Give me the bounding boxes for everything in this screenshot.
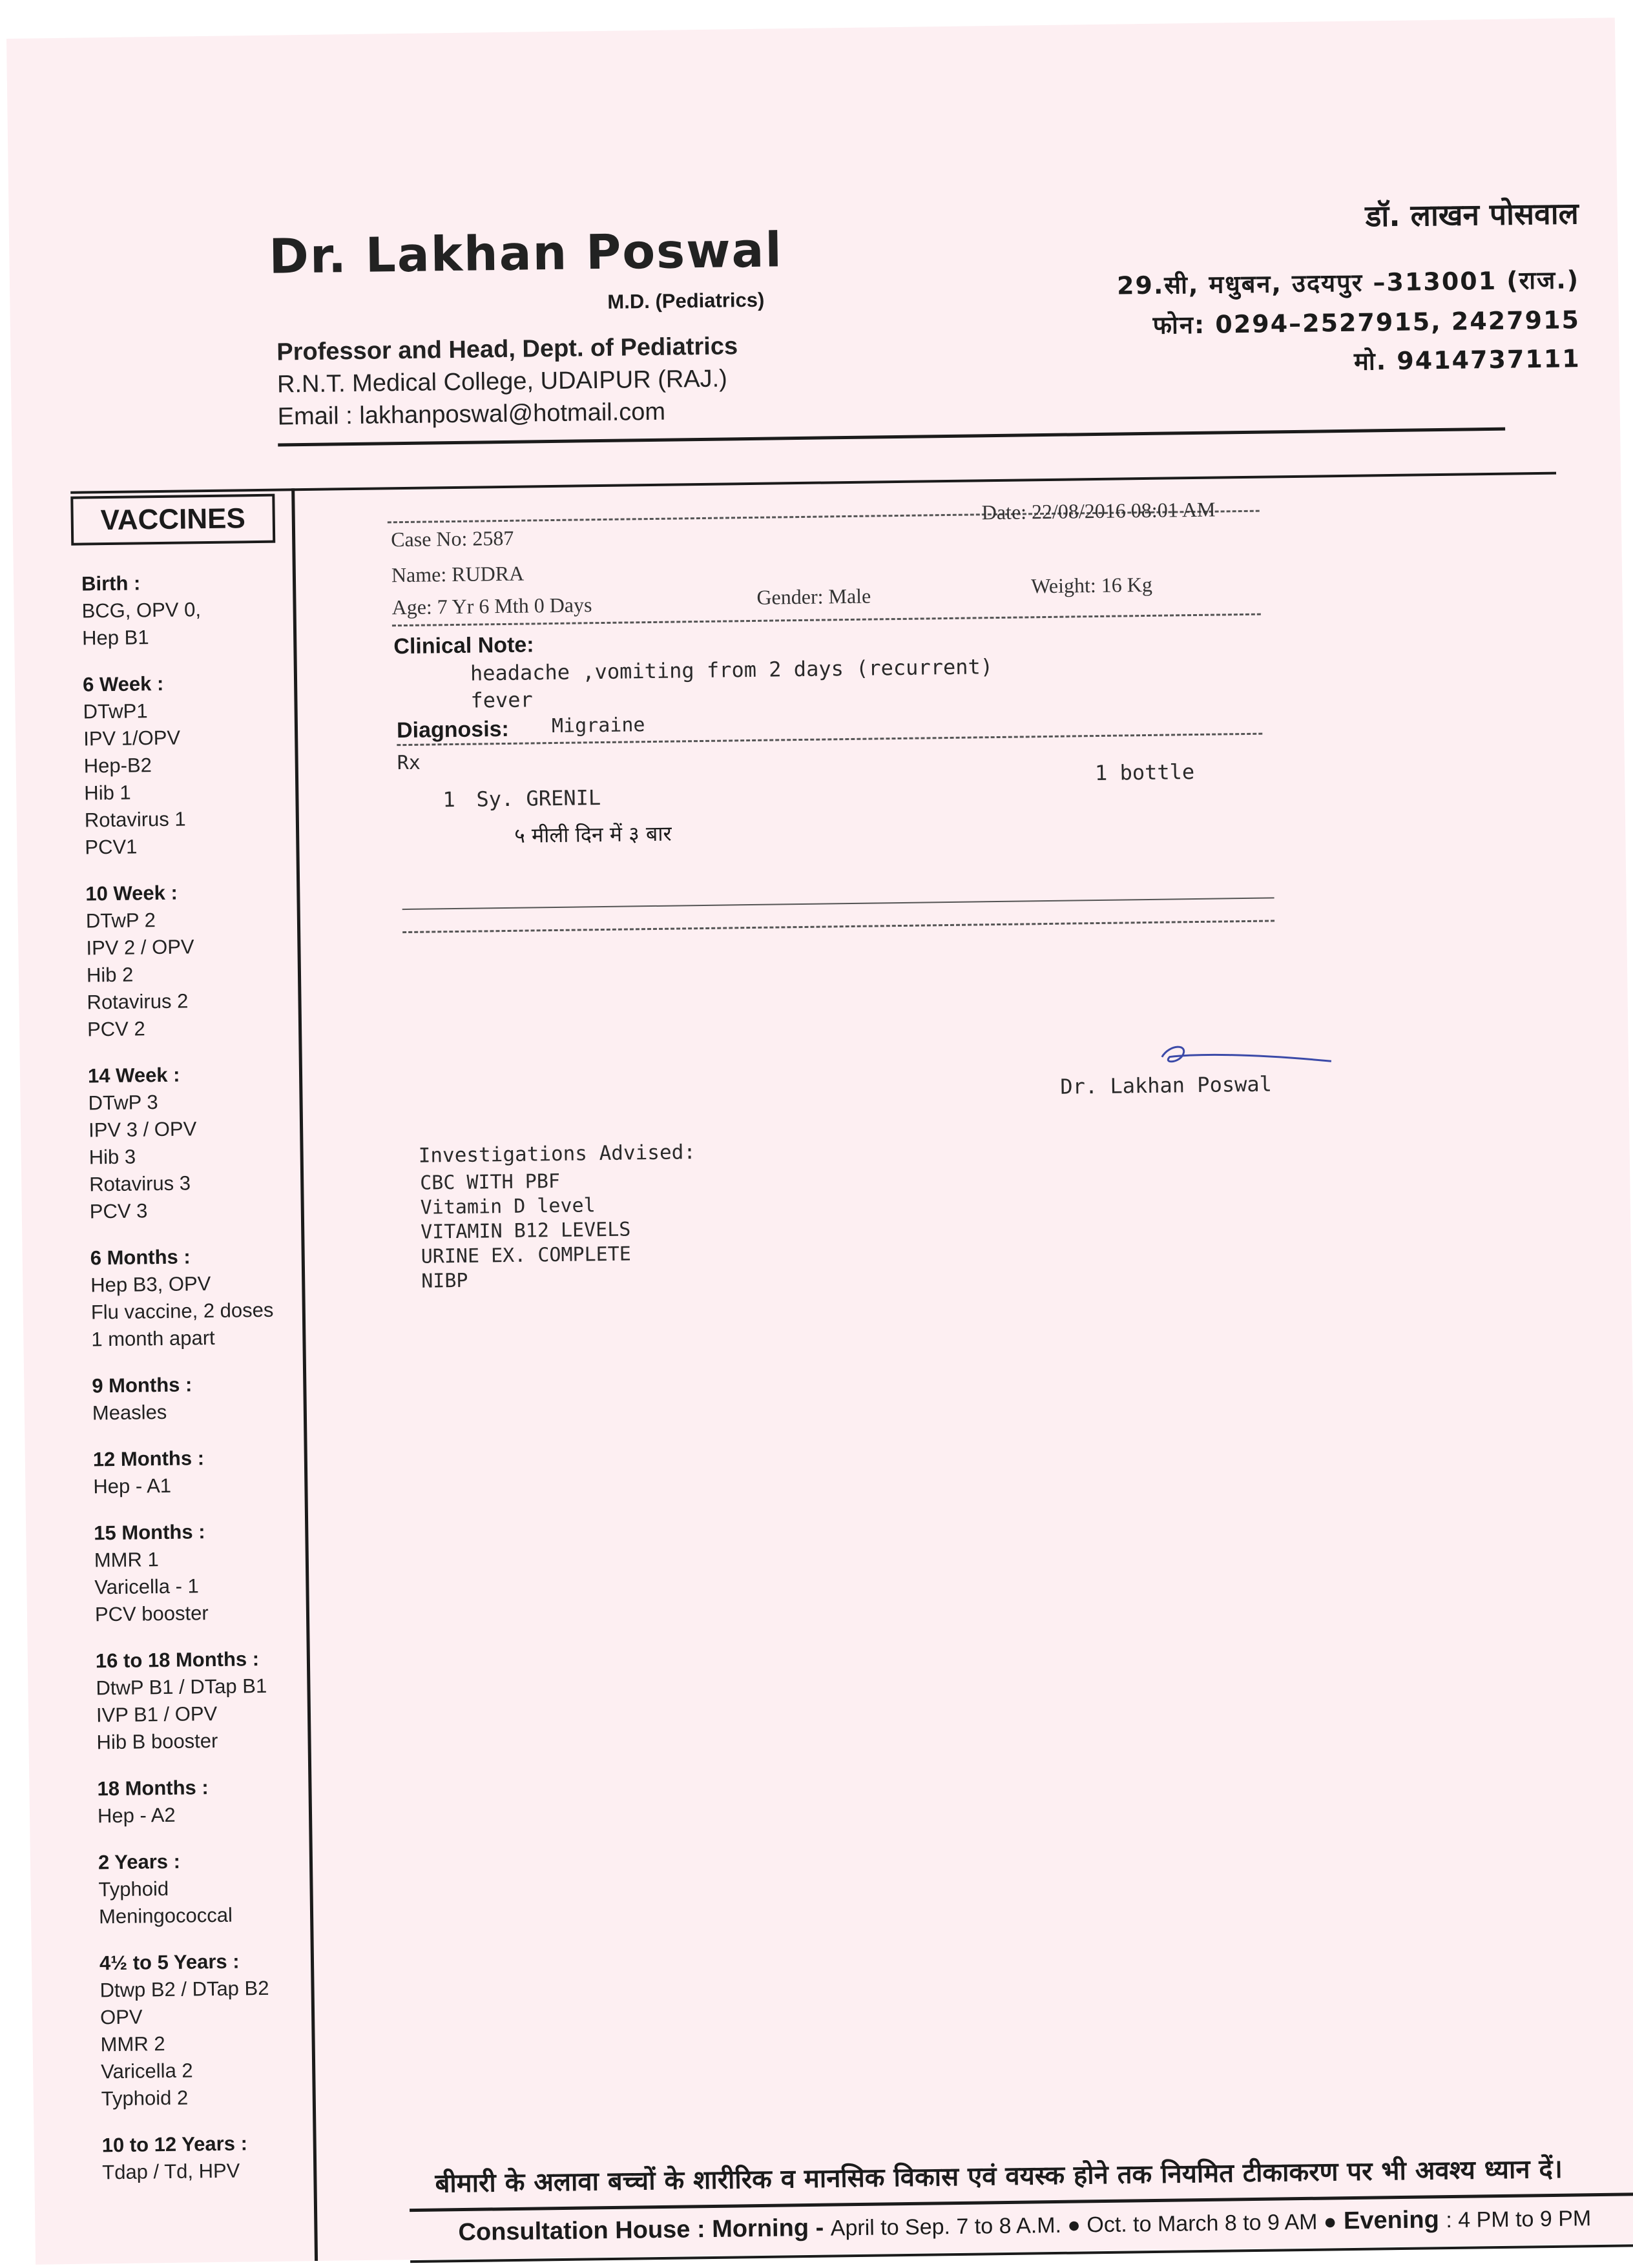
vaccine-item: Hib 3 (88, 1145, 136, 1169)
evening-time: : 4 PM to 9 PM (1446, 2206, 1592, 2233)
vaccine-item: Hib B booster (96, 1729, 218, 1754)
vaccine-group-heading: 6 Week : (82, 672, 164, 696)
vaccine-group (85, 878, 300, 1043)
investigation-item: Vitamin D level (420, 1194, 596, 1219)
signature-mark (1143, 1035, 1338, 1077)
signature-name: Dr. Lakhan Poswal (1060, 1071, 1273, 1099)
clinical-note-line-1: headache ,vomiting from 2 days (recurrent) (470, 654, 993, 686)
patient-age: Age: 7 Yr 6 Mth 0 Days (391, 593, 592, 619)
diagnosis-rule (397, 733, 1262, 747)
doctor-title: Professor and Head, Dept. of Pediatrics (276, 333, 738, 366)
header-divider (278, 428, 1505, 447)
vaccine-item: Rotavirus 3 (89, 1171, 191, 1196)
vaccine-item: Hep - A1 (93, 1474, 172, 1498)
mobile-hindi: मो. 9414737111 (1353, 344, 1581, 376)
vaccine-group (97, 1773, 311, 1830)
vaccine-item: Varicella - 1 (94, 1574, 199, 1599)
rx-item-number: 1 (442, 787, 455, 812)
vaccine-item: Hib 1 (84, 781, 131, 805)
vaccine-item: Meningococcal (98, 1903, 233, 1928)
vaccine-item: Typhoid 2 (101, 2086, 189, 2110)
vaccine-group (94, 1517, 308, 1628)
vaccine-schedule (81, 568, 316, 2205)
college-name: R.N.T. Medical College, UDAIPUR (RAJ.) (276, 365, 728, 398)
vaccine-item: IVP B1 / OPV (96, 1702, 218, 1727)
vaccine-item: PCV booster (94, 1602, 209, 1626)
rx-rule-1 (402, 897, 1274, 910)
vaccine-item: Flu vaccine, 2 doses (90, 1298, 274, 1324)
vaccine-item: Typhoid (98, 1877, 169, 1901)
investigation-item: NIBP (421, 1269, 468, 1293)
vaccine-item: PCV1 (85, 835, 138, 859)
vaccine-item: Rotavirus 1 (84, 807, 186, 832)
rx-rule-2 (402, 920, 1274, 933)
vaccine-group (88, 1060, 303, 1225)
vaccine-group (96, 1645, 310, 1756)
vaccine-item: DTwP1 (83, 699, 148, 723)
vaccine-group-heading: 4½ to 5 Years : (99, 1950, 240, 1975)
rx-drug-name: Sy. GRENIL (476, 785, 601, 812)
vaccine-group (98, 1846, 313, 1930)
clinical-note-label: Clinical Note: (393, 632, 534, 659)
footer-bottom-rule (410, 2244, 1633, 2263)
vaccine-group-heading: 14 Week : (87, 1063, 180, 1088)
vaccine-group-heading: 18 Months : (97, 1776, 209, 1800)
vaccine-group (83, 668, 298, 861)
vaccine-group (90, 1242, 304, 1353)
vaccine-item: DtwP B1 / DTap B1 (96, 1674, 267, 1700)
vaccine-item: IPV 1/OPV (83, 726, 181, 750)
vaccination-advice: बीमारी के अलावा बच्चों के शारीरिक व मानसिक विकास एवं वयस्क होने तक नियमित टीकाकरण पर भी अवश्य ध्यान दें। (435, 2154, 1563, 2199)
vaccine-group (92, 1370, 306, 1427)
vaccine-item: DTwP 2 (85, 909, 156, 933)
diagnosis-value: Migraine (551, 714, 645, 738)
investigation-item: CBC WITH PBF (420, 1170, 561, 1195)
investigations-list (420, 1169, 632, 1294)
vaccine-group (93, 1443, 307, 1500)
vaccine-group (99, 1947, 315, 2112)
evening-label: Evening (1343, 2206, 1440, 2235)
case-date: Date: 22/08/2016 08:01 AM (981, 497, 1216, 524)
vaccine-item: PCV 3 (89, 1199, 148, 1223)
vaccine-item: Hep-B2 (83, 754, 152, 778)
morning-label: Morning - (711, 2214, 824, 2243)
rx-quantity: 1 bottle (1094, 759, 1195, 786)
vaccine-group-heading: 15 Months : (94, 1520, 205, 1545)
vaccine-item: Tdap / Td, HPV (102, 2159, 240, 2184)
clinical-note-line-2: fever (470, 687, 534, 713)
doctor-degree: M.D. (Pediatrics) (607, 288, 765, 313)
vaccine-item: DTwP 3 (88, 1091, 158, 1115)
vaccine-group (81, 568, 296, 652)
vaccine-group-heading: 6 Months : (90, 1245, 191, 1270)
vaccine-item: Dtwp B2 / DTap B2 (99, 1976, 269, 2002)
vaccine-item: Measles (92, 1400, 167, 1425)
vaccine-item: MMR 2 (100, 2032, 165, 2056)
vaccine-item: Varicella 2 (100, 2059, 193, 2083)
consultation-hours (458, 2204, 1591, 2247)
prescription-sheet (6, 17, 1633, 2264)
patient-weight: Weight: 16 Kg (1030, 572, 1153, 598)
case-number: Case No: 2587 (390, 526, 514, 552)
address-hindi: 29.सी, मधुबन, उदयपुर –313001 (राज.) (1116, 265, 1580, 300)
consultation-label: Consultation House : (458, 2216, 705, 2247)
vaccine-item: IPV 2 / OPV (86, 935, 194, 960)
vaccine-item: Rotavirus 2 (87, 989, 189, 1014)
doctor-name-hindi: डॉ. लाखन पोसवाल (1365, 196, 1579, 234)
investigation-item: URINE EX. COMPLETE (421, 1242, 632, 1268)
phone-hindi: फोन: 0294–2527915, 2427915 (1152, 305, 1581, 340)
vaccine-item: Hib 2 (86, 963, 134, 987)
vaccine-item: 1 month apart (91, 1326, 215, 1351)
vaccine-group-heading: 10 to 12 Years : (101, 2132, 248, 2157)
diagnosis-label: Diagnosis: (396, 716, 510, 743)
patient-gender: Gender: Male (756, 584, 871, 609)
vaccine-item: Hep B3, OPV (90, 1272, 211, 1297)
vaccine-group-heading: Birth : (81, 572, 141, 595)
rx-label: Rx (397, 751, 421, 775)
vaccine-item: Hep B1 (81, 626, 149, 650)
vaccine-item: PCV 2 (87, 1017, 145, 1041)
investigation-item: VITAMIN B12 LEVELS (421, 1218, 631, 1244)
morning-time: April to Sep. 7 to 8 A.M. ● Oct. to March 8 to 9 AM ● (830, 2209, 1337, 2241)
vaccine-item: IPV 3 / OPV (88, 1117, 197, 1142)
vaccine-group-heading: 9 Months : (92, 1373, 192, 1397)
doctor-name: Dr. Lakhan Poswal (268, 222, 784, 285)
vaccine-group-heading: 16 to 18 Months : (95, 1647, 260, 1673)
vaccine-group-heading: 10 Week : (85, 881, 178, 905)
vaccine-group (101, 2129, 315, 2186)
vaccine-item: OPV (99, 2005, 143, 2029)
vaccine-item: Hep - A2 (97, 1803, 176, 1828)
vaccine-group-heading: 12 Months : (92, 1447, 205, 1471)
vaccine-group-heading: 2 Years : (98, 1850, 181, 1874)
doctor-email: Email : lakhanposwal@hotmail.com (277, 398, 666, 431)
vaccine-item: BCG, OPV 0, (81, 598, 202, 623)
investigations-label: Investigations Advised: (418, 1140, 696, 1168)
vaccine-item: MMR 1 (94, 1548, 159, 1572)
vaccines-title: VACCINES (70, 494, 275, 546)
rx-dosage: ५ मीली दिन में ३ बार (514, 821, 672, 848)
patient-name: Name: RUDRA (391, 561, 525, 587)
